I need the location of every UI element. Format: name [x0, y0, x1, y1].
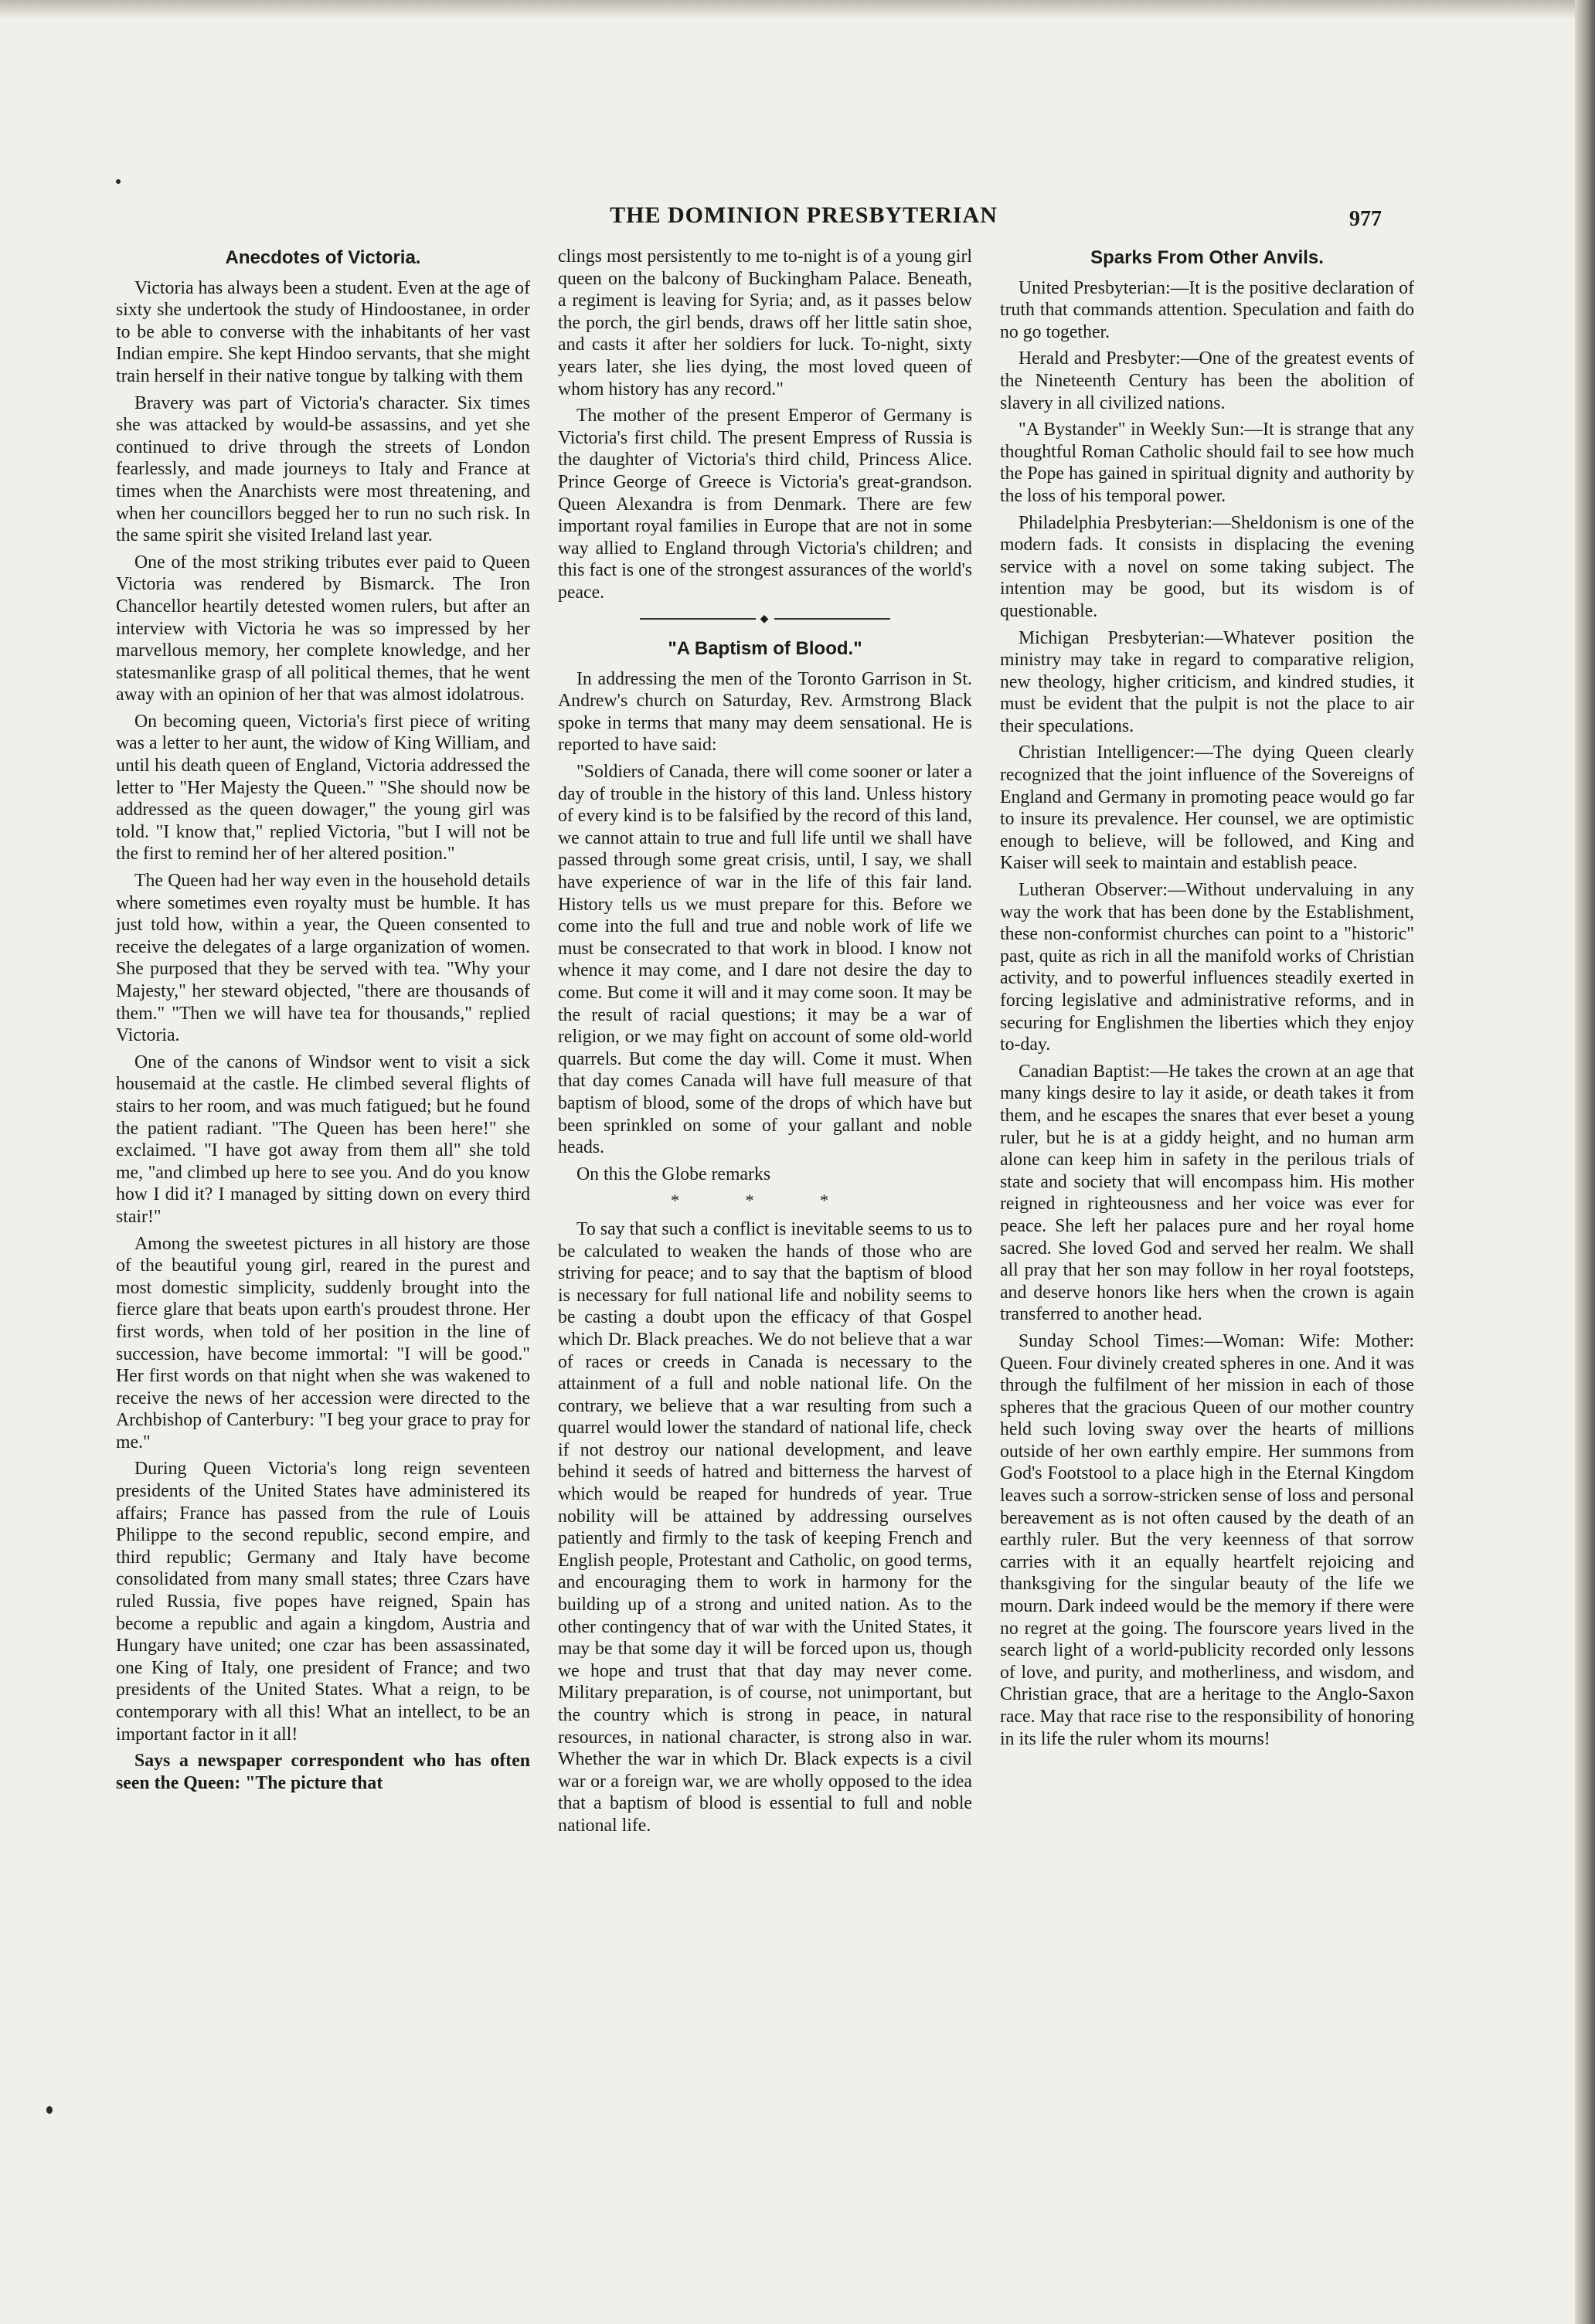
article-paragraph: United Presbyterian:—It is the positive declaration of truth that commands attention. Speculation and faith do no go together.: [1000, 277, 1414, 342]
stars-divider: * * *: [671, 1191, 859, 1211]
article-paragraph: clings most persistently to me to-night is of a young girl queen on the balcony of Buckingham Palace. Beneath, a regiment is leaving for Syria; and, as it passes below the porch, the girl bends, draws off her little satin shoe, and casts it after her soldiers for luck. To-night, sixty years later, she lies dying, the most loved queen of whom history has any record.": [558, 246, 972, 399]
article-paragraph: Sunday School Times:—Woman: Wife: Mother: Queen. Four divinely created spheres in one. And it was through the fulfilment of her mission in each of those spheres that the gracious Queen of our mother country held such loving sway over the hearts of millions outside of her own earthly empire. Her summons from God's Footstool to a place high in the Eternal Kingdom leaves such a sorrow-stricken sense of loss and personal bereavement as is not often caused by the death of an earthly ruler. But the very keenness of that sorrow carries with it an equally heartfelt rejoicing and thanksgiving for the singular beauty of the life we mourn. Dark indeed would be the memory if there were no regret at the going. The fourscore years lived in the search light of a world-publicity recorded only lessons of love, and purity, and motherliness, and wisdom, and Christian grace, that are a heritage to the Anglo-Saxon race. May that race rise to the responsibility of honoring in its life the ruler whom its mourns!: [1000, 1330, 1414, 1749]
article-paragraph: Michigan Presbyterian:—Whatever position the ministry may take in regard to comparative religion, new theology, higher criticism, and kindred studies, it must be evident that the pulpit is not the place to air their speculations.: [1000, 627, 1414, 736]
article-heading: Sparks From Other Anvils.: [1090, 247, 1324, 268]
article-paragraph: Says a newspaper correspondent who has often seen the Queen: "The picture that: [116, 1751, 530, 1793]
ink-spot: [116, 179, 121, 184]
article-paragraph: The mother of the present Emperor of Germany is Victoria's first child. The present Empress of Russia is the daughter of Victoria's third child, Princess Alice. Prince George of Greece is Victoria's great-grandson. Queen Alexandra is from Denmark. There are few important royal families in Europe that are not in some way allied to England through Victoria's children; and this fact is one of the strongest assurances of the world's peace.: [558, 406, 972, 603]
article-heading: "A Baptism of Blood.": [668, 638, 862, 660]
article-paragraph: On becoming queen, Victoria's first piece of writing was a letter to her aunt, the widow of King William, and until his death queen of England, Victoria addressed the letter to "Her Majesty the Queen." "She should now be addressed as the queen dowager," the young girl was told. "I know that," replied Victoria, "but I will not be the first to remind her of her altered position.": [116, 711, 530, 865]
article-paragraph: The Queen had her way even in the household details where sometimes even royalty must be humble. It has just told how, within a year, the Queen consented to receive the delegates of a large organization of women. She purposed that they be served with tea. "Why your Majesty," her steward objected, "there are thousands of them." "Then we will have tea for thousands," replied Victoria.: [116, 871, 530, 1046]
article-paragraph: Victoria has always been a student. Even at the age of sixty she undertook the study of Hindoostanee, in order to be able to converse with the inhabitants of her vast Indian empire. She kept Hindoo servants, that she might train herself in their native tongue by talking with them: [116, 277, 530, 386]
article-paragraph: "A Bystander" in Weekly Sun:—It is strange that any thoughtful Roman Catholic should fail to see how much the Pope has gained in spiritual dignity and authority by the loss of his temporal power.: [1000, 420, 1414, 506]
article-heading: Anecdotes of Victoria.: [225, 247, 421, 268]
page-edge: [1575, 0, 1595, 2324]
article-paragraph: To say that such a conflict is inevitable seems to us to be calculated to weaken the hands of those who are striving for peace; and to say that the baptism of blood is necessary for full national life and nobility seems to be casting a doubt upon the efficacy of that Gospel which Dr. Black preaches. We do not believe that a war of races or creeds in Canada is necessary to the attainment of a full and noble national life. On the contrary, we believe that a war resulting from such a quarrel would lower the standard of national life, check if not destroy our national development, and leave behind it seeds of hatred and bitterness the harvest of which would be reaped for hundreds of year. True nobility will be attained by addressing ourselves patiently and firmly to the task of keeping French and English people, Protestant and Catholic, on good terms, and encouraging them to work in harmony for the building up of a strong and united nation. As to the other contingency that of war with the United States, it may be that some day it will be forced upon us, though we hope and trust that that day may never come. Military preparation, is of course, not unimportant, but the country which is strong in peace, in natural resources, in national character, is strong also in war. Whether the war in which Dr. Black expects is a civil war or a foreign war, we are wholly opposed to the idea that a baptism of blood is essential to full and noble national life.: [558, 1218, 972, 1836]
column-baptism: [558, 246, 972, 1842]
article-paragraph: Lutheran Observer:—Without undervaluing in any way the work that has been done by the Establishment, these non-conformist churches can point to a "historic" past, quite as rich in all the manifold works of Christian activity, and to powerful influences steadily exerted in forcing legislative and administrative reforms, and in securing for Englishmen the liberties which they enjoy to-day.: [1000, 880, 1414, 1055]
article-paragraph: Herald and Presbyter:—One of the greatest events of the Nineteenth Century has been the abolition of slavery in all civilized nations.: [1000, 348, 1414, 413]
article-paragraph: Philadelphia Presbyterian:—Sheldonism is one of the modern fads. It consists in displacing the evening service with a novel on some taking subject. The intention may be good, but its wisdom is of questionable.: [1000, 512, 1414, 621]
article-paragraph: Bravery was part of Victoria's character. Six times she was attacked by would-be assassins, and yet she continued to drive through the streets of London fearlessly, and made journeys to Italy and France at times when the Anarchists were most threatening, and when her councillors begged her to run no such risk. In the same spirit she visited Ireland last year.: [116, 392, 530, 546]
ink-spot: [46, 2106, 53, 2114]
running-head: THE DOMINION PRESBYTERIAN: [610, 202, 998, 228]
section-separator: ◆: [558, 609, 972, 631]
column-sparks: [1000, 246, 1414, 1755]
article-paragraph: Among the sweetest pictures in all history are those of the beautiful young girl, reared in the purest and most domestic simplicity, suddenly brought into the fierce glare that beats upon earth's proudest throne. Her first words, when told of her position in the line of succession, have become immortal: "I will be good." Her first words on that night when she was wakened to receive the news of her accession were directed to the Archbishop of Canterbury: "I beg your grace to pray for me.": [116, 1233, 530, 1452]
article-paragraph: Canadian Baptist:—He takes the crown at an age that many kings desire to lay it aside, or death takes it from them, and he escapes the snares that ever beset a young ruler, but he is at a giddy height, and no human arm alone can keep him in safety in the perilous trials of state and society that will encompass him. His mother reigned in righteousness and her voice was ever for peace. She left her palaces pure and her royal home sacred. She loved God and served her realm. We shall all pray that her son may follow in her royal footsteps, and deserve honors like hers when the crown is again transferred to another head.: [1000, 1061, 1414, 1325]
page-top-shadow: [0, 0, 1595, 19]
article-paragraph: One of the most striking tributes ever paid to Queen Victoria was rendered by Bismarck. The Iron Chancellor heartily detested women rulers, but after an interview with Victoria he was so impressed by her marvellous memory, her complete knowledge, and her statesmanlike grasp of all political themes, that he went away with an opinion of her that was almost idolatrous.: [116, 552, 530, 705]
article-paragraph: Christian Intelligencer:—The dying Queen clearly recognized that the joint influence of the Sovereigns of England and Germany in promoting peace would go far to insure its prevalence. Her counsel, we are optimistic enough to believe, will be followed, and King and Kaiser will seek to maintain and establish peace.: [1000, 742, 1414, 874]
article-paragraph: During Queen Victoria's long reign seventeen presidents of the United States have administered its affairs; France has passed from the rule of Louis Philippe to the second republic, second empire, and third republic; Germany and Italy have become consolidated from many small states; three Czars have ruled Russia, five popes have reigned, Spain has become a republic and again a kingdom, Austria and Hungary have united; one czar has been assassinated, one King of Italy, one president of France; and two presidents of the United States. What a reign, to be contemporary with all this! What an intellect, to be an important factor in it all!: [116, 1459, 530, 1745]
column-anecdotes: [116, 246, 530, 1799]
page-number: 977: [1349, 207, 1382, 231]
article-paragraph: In addressing the men of the Toronto Garrison in St. Andrew's church on Saturday, Rev. Armstrong Black spoke in terms that many may deem sensational. He is reported to have said:: [558, 668, 972, 756]
article-paragraph: One of the canons of Windsor went to visit a sick housemaid at the castle. He climbed several flights of stairs to her room, and was much fatigued; but he found the patient radiant. "The Queen has been here!" she exclaimed. "I have got away from them all" she told me, "and climbed up here to see you. And do you know how I did it? I managed by sitting down on every third stair!": [116, 1052, 530, 1227]
article-paragraph: On this the Globe remarks: [576, 1164, 771, 1184]
article-paragraph: "Soldiers of Canada, there will come sooner or later a day of trouble in the history of this land. Unless history of every kind is to be falsified by the record of this land, we cannot attain to true and full life until we shall have passed through some great crisis, until, I say, we shall have experience of war in the life of this fair land. History tells us we must prepare for this. Before we come into the full and true and noble work of life we must be consecrated to that work in blood. I know not whence it may come, and I dare not desire the day to come. But come it will and it may come soon. It may be the result of racial questions; it may be a war of religion, or we may fight on account of some old-world quarrels. But come the day will. Come it must. When that day comes Canada will have full measure of that baptism of blood, some of the drops of which have but been sprinkled on some of your gallant and noble heads.: [558, 762, 972, 1158]
